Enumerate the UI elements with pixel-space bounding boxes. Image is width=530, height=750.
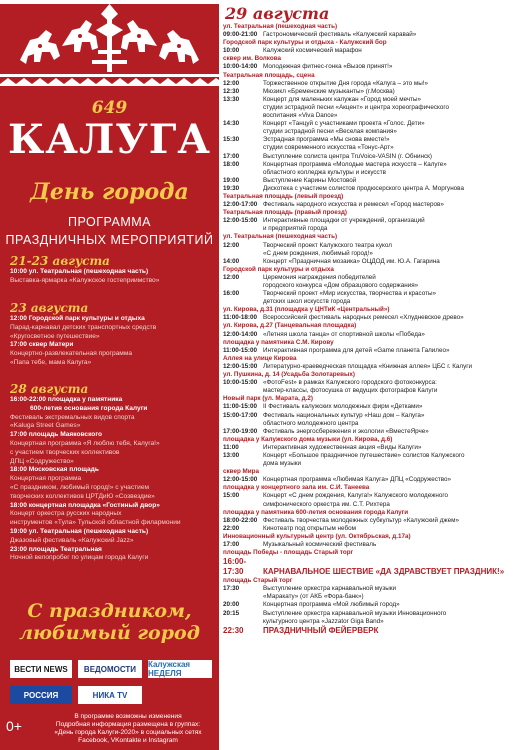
- schedule-row: [223, 626, 527, 636]
- left-block-21-23: [10, 254, 214, 286]
- event-time: 16:00-17:30: [223, 557, 247, 577]
- schedule-row: [223, 601, 527, 609]
- schedule-row: [223, 136, 527, 144]
- schedule-row: [223, 63, 527, 71]
- venue-heading: [223, 355, 527, 363]
- event-time: 17:00-19:00: [223, 427, 258, 435]
- event-line: Джазовый фестиваль «Калужский Jazz»: [10, 536, 134, 544]
- event-time: 14:00: [223, 257, 240, 265]
- event-time: 20:15: [223, 609, 240, 617]
- event-line: Концертная программа «Я люблю тебя, Калуга!»: [10, 439, 160, 447]
- event-line: «Кругосветное путешествие»: [10, 332, 100, 340]
- event-title: культурного центра «Jazzator Giga Band»: [263, 617, 384, 625]
- venue-heading: [223, 23, 527, 31]
- event-title: Выступление оркестра карнавальной музыки: [263, 585, 397, 593]
- schedule-list: [223, 23, 527, 636]
- city-title: КАЛУГА: [8, 116, 211, 163]
- event-title: дома музыки: [263, 460, 301, 468]
- vedomosti-logo: ВЕДОМОСТИ: [78, 660, 142, 678]
- event-title: Молодежная фитнес-гонка «Вызов принят!»: [263, 63, 393, 71]
- event-time: 12:30: [223, 87, 240, 95]
- event-title: Фестиваль творчества молодежных субкультур «Калужский джем»: [263, 516, 459, 524]
- schedule-row: [223, 541, 527, 549]
- event-line: «С праздником, любимый город!» с участием: [10, 483, 150, 491]
- schedule-row: [223, 120, 527, 128]
- venue-name: ул. Кирова, д.27 (Танцевальная площадка): [223, 322, 357, 330]
- event-line: 12:00 Городской парк культуры и отдыха: [10, 315, 145, 322]
- event-title: Дискотека с участием солистов продюсерского центра А. Моргунова: [263, 184, 464, 192]
- schedule-row: [223, 460, 527, 468]
- event-line: Концертно-развлекательная программа: [10, 350, 133, 358]
- event-title: детских школ искусств города: [263, 298, 351, 306]
- event-time: 11:00-15:00: [223, 346, 257, 354]
- event-title: Концерт «Танцуй с участниками проекта «Голос. Дети»: [263, 120, 425, 128]
- event-line: 17:00 сквер Матери: [10, 341, 74, 349]
- schedule-row: [223, 428, 527, 436]
- schedule-row: [223, 501, 527, 509]
- event-title: Торжественное открытие Дня города «Калуга – это мы!»: [263, 79, 429, 87]
- schedule-row: [223, 31, 527, 39]
- event-title: Концертная программа «Молодые мастера искусств – Калуге»: [263, 160, 447, 168]
- program-title-line2: ПРАЗДНИЧНЫХ МЕРОПРИЯТИЙ: [5, 233, 214, 247]
- schedule-row: [223, 557, 527, 577]
- schedule-row: [223, 282, 527, 290]
- event-time: 19:00: [223, 176, 240, 184]
- event-title: Творческий проект Калужского театра кукол: [263, 241, 392, 249]
- event-title: студии эстрадной песни «Веселая компания»: [263, 128, 397, 136]
- venue-name: сквер Мира: [223, 468, 260, 476]
- event-title: симфонического оркестра им. С.Т. Рихтера: [263, 500, 390, 508]
- venue-name: ул. Кирова, д.31 (площадка у ЦНТиК «Центральный»): [223, 306, 390, 314]
- event-time: 15:00-17:00: [223, 411, 258, 419]
- block-date: 23 августа: [10, 301, 89, 315]
- nedelya-logo: Калужская НЕДЕЛЯ: [148, 660, 212, 678]
- event-line: 18:00 концертная площадка «Гостиный двор»: [10, 501, 160, 509]
- venue-name: Городской парк культуры и отдыха - Калужский бор: [223, 39, 387, 47]
- event-time: 18:00: [223, 160, 240, 168]
- schedule-row: [223, 412, 527, 420]
- venue-heading: [223, 371, 527, 379]
- event-line: 18:00 Московская площадь: [10, 466, 99, 474]
- event-title: Концерт «Большое праздничное путешествие» солистов Калужского: [263, 451, 465, 459]
- event-title: Творческий проект «Мир искусства, творчества и красоты»: [263, 290, 436, 298]
- event-title: воспитания «Viva Dance»: [263, 112, 338, 120]
- folk-ornament-illustration: [0, 0, 219, 100]
- event-title: студии эстрадной песни «Акцент» и центра хореографического: [263, 103, 450, 111]
- schedule-row: [223, 169, 527, 177]
- vesti-logo: ВЕСТИ NEWS: [10, 660, 72, 678]
- event-title: Фестиваль национальных культур «Наш дом – Калуга»: [263, 411, 425, 419]
- schedule-row: [223, 444, 527, 452]
- event-line: Фестиваль экстремальных видов спорта: [10, 413, 135, 421]
- event-time: 12:00-15:00: [223, 476, 258, 484]
- event-line: Концерт оркестра русских народных: [10, 510, 122, 518]
- venue-heading: [223, 436, 527, 444]
- schedule-row: [223, 80, 527, 88]
- venue-heading: [223, 193, 527, 201]
- event-title: городского конкурса «Дом образцового содержания»: [263, 282, 419, 289]
- event-time: 12:00-17:00: [223, 201, 258, 209]
- schedule-row: [223, 476, 527, 484]
- schedule-row: [223, 144, 527, 152]
- schedule-row: [223, 452, 527, 460]
- event-title: Церемония награждения победителей: [263, 273, 376, 281]
- event-title: Всероссийский фестиваль народных ремесел «Хлудневское древо»: [263, 314, 464, 322]
- event-line: 10:00 ул. Театральная (пешеходная часть): [10, 268, 149, 275]
- event-time: 14:30: [223, 120, 240, 128]
- event-line: Ночной велопробег по улицам города Калуги: [10, 554, 149, 562]
- event-title: Концерт для маленьких калужан «Город моей мечты»: [263, 95, 422, 103]
- event-line: 16:00-22:00 площадка у памятника: [10, 396, 123, 403]
- venue-heading: [223, 484, 527, 492]
- venue-heading: [223, 395, 527, 403]
- venue-name: ул. Театральная (пешеходная часть): [223, 233, 338, 241]
- schedule-row: [223, 403, 527, 411]
- event-title: Выступление солиста центра TruVoice-VASIN (г. Обнинск): [263, 152, 432, 160]
- event-time: 09:00-21:00: [223, 31, 258, 39]
- event-time: 17:00: [223, 152, 240, 160]
- venue-name: Городской парк культуры и отдыха: [223, 265, 334, 273]
- greeting-line2: любимый город: [19, 622, 200, 644]
- event-line: 17:00 площадь Маяковского: [10, 431, 103, 439]
- event-title: Интерактивные площадки от учреждений, организаций: [263, 217, 425, 225]
- left-block-28: [10, 382, 214, 563]
- venue-heading: [223, 72, 527, 80]
- schedule-row: [223, 47, 527, 55]
- event-title: Калужский космический марафон: [263, 47, 362, 55]
- schedule-date: 29 августа: [225, 4, 330, 23]
- schedule-row: [223, 492, 527, 500]
- event-title: Концерт «С днем рождения, Калуга!» Калужского молодежного: [263, 492, 449, 500]
- venue-name: Театральная площадь (левый проезд): [223, 192, 344, 200]
- event-title: Концертная программа «Любимая Калуга» ДПЦ «Содружество»: [263, 476, 452, 484]
- left-panel: [0, 0, 219, 750]
- event-line: 19:00 ул. Театральная (пешеходная часть): [10, 527, 149, 535]
- event-line: Выставка-ярмарка «Калужское гостеприимство»: [10, 276, 160, 284]
- event-title: Выступление Карины Мостовой: [263, 176, 357, 184]
- anniversary-number: 649: [91, 98, 128, 118]
- schedule-row: [223, 185, 527, 193]
- event-line: «Папа тебе, мама Калуга»: [10, 358, 92, 366]
- venue-name: Театральная площадь (правый проезд): [223, 209, 347, 217]
- venue-name: площадка у концертного зала им. С.И. Танеева: [223, 484, 370, 492]
- event-line: 23:00 площадь Театральная: [10, 545, 102, 553]
- event-time: 16:00: [223, 290, 240, 298]
- event-title: Литературно-краеведческая площадка «Книжная аллея» ЦБС г. Калуги: [263, 362, 473, 370]
- event-title: Гастрономический фестиваль «Калужский каравай»: [263, 31, 417, 39]
- event-time: 10:00: [223, 47, 240, 55]
- event-title: областного молодежного центра: [263, 419, 359, 427]
- rossiya-logo: РОССИЯ: [10, 686, 72, 704]
- event-time: 19:30: [223, 184, 240, 192]
- schedule-row: [223, 242, 527, 250]
- event-time: 11:00-15:00: [223, 403, 257, 411]
- venue-heading: [223, 322, 527, 330]
- event-title: Эстрадная программа «Мы снова вместе!»: [263, 136, 390, 144]
- event-title: областного колледжа культуры и искусств: [263, 168, 386, 176]
- event-title: Выступление оркестра карнавальной музыки Инновационного: [263, 609, 447, 617]
- venue-heading: [223, 549, 527, 557]
- venue-name: площадь Победы - площадь Старый торг: [223, 549, 354, 557]
- event-time: 12:00: [223, 79, 240, 87]
- event-title: Музыкальный космический фестиваль: [263, 541, 377, 548]
- event-title: мастер-классы, фотосушка от ведущих фотографов Калуги: [263, 387, 438, 395]
- footnote: [40, 713, 216, 745]
- venue-heading: [223, 509, 527, 517]
- event-time: 12:00: [223, 273, 240, 281]
- event-title: Интерактивная программа для детей «Game планета Галилео»: [263, 346, 450, 354]
- schedule-row: [223, 314, 527, 322]
- event-title: «С днем рождения, любимый город!»: [263, 249, 373, 257]
- event-time: 17:30: [223, 585, 240, 593]
- event-time: 12:00-15:00: [223, 217, 258, 225]
- schedule-row: [223, 104, 527, 112]
- event-title: «ФотоFest» в рамках Калужского городского фотоконкурса:: [263, 379, 437, 387]
- block-date: 21-23 августа: [10, 254, 110, 268]
- schedule-row: [223, 201, 527, 209]
- event-time: 13:30: [223, 95, 240, 103]
- event-time: 11:00-18:00: [223, 314, 257, 322]
- schedule-row: [223, 331, 527, 339]
- event-time: 18:00-22:00: [223, 516, 258, 524]
- right-panel: [219, 0, 530, 750]
- event-title: ПРАЗДНИЧНЫЙ ФЕЙЕРВЕРК: [263, 625, 379, 635]
- event-line: с участием творческих коллективов: [10, 448, 120, 456]
- footnote-line: Подробная информация размещена в группах:: [55, 721, 201, 728]
- event-title: Фестиваль народного искусства и ремесел «Город мастеров»: [263, 201, 444, 209]
- event-title: студии современного искусства «Тонус-Арт»: [263, 144, 394, 152]
- venue-heading: [223, 533, 527, 541]
- event-time: 10:00-15:00: [223, 379, 258, 387]
- schedule-row: [223, 88, 527, 96]
- day-title: День города: [30, 179, 189, 205]
- schedule-row: [223, 258, 527, 266]
- schedule-row: [223, 290, 527, 298]
- venue-name: Новый парк (ул. Марата, д.2): [223, 395, 313, 403]
- venue-name: площадка у памятника 600-летия основания города Калуги: [223, 508, 409, 516]
- schedule-row: [223, 161, 527, 169]
- footnote-line: Facebook, VKontakte и Instagram: [78, 737, 178, 744]
- footnote-line: «День города Калуги-2020» в социальных сетях: [54, 729, 202, 736]
- schedule-row: [223, 153, 527, 161]
- event-time: 15:00: [223, 492, 240, 500]
- venue-name: Инновационный культурный центр (ул. Октябрьская, д.17а): [223, 532, 411, 540]
- event-title: и предприятий города: [263, 225, 328, 233]
- venue-heading: [223, 266, 527, 274]
- event-line: «Kaluga Street Games»: [10, 422, 81, 430]
- schedule-row: [223, 517, 527, 525]
- event-time: 13:00: [223, 451, 240, 459]
- schedule-row: [223, 225, 527, 233]
- left-block-23: [10, 301, 214, 368]
- age-rating: 0+: [6, 718, 22, 734]
- venue-heading: [223, 55, 527, 63]
- schedule-row: [223, 363, 527, 371]
- event-title: Концерт «Праздничная мозаика» ОЦДОД им. Ю.А. Гагарина: [263, 257, 440, 265]
- event-time: 17:00: [223, 541, 240, 548]
- event-title: Кинотеатр под открытым небом: [263, 524, 356, 532]
- greeting: [0, 600, 219, 644]
- event-line: ДПЦ «Содружество»: [10, 457, 74, 465]
- event-title: «Маракату» (от АКБ «Фора-банк»): [263, 593, 364, 601]
- venue-name: площадь Старый торг: [223, 577, 293, 585]
- schedule-row: [223, 420, 527, 428]
- event-time: 12:00-15:00: [223, 362, 258, 370]
- schedule-row: [223, 379, 527, 387]
- venue-name: ул. Пушкина, д. 14 (Усадьба Золотаревых): [223, 371, 356, 379]
- schedule-row: [223, 610, 527, 618]
- venue-name: сквер им. Волкова: [223, 55, 282, 63]
- venue-name: площадка у памятника С.М. Кирову: [223, 338, 334, 346]
- venue-name: ул. Театральная (пешеходная часть): [223, 23, 338, 30]
- event-title: КАРНАВАЛЬНОЕ ШЕСТВИЕ «ДА ЗДРАВСТВУЕТ ПРАЗДНИК!»: [263, 567, 505, 577]
- venue-heading: [223, 233, 527, 241]
- venue-name: Театральная площадь, сцена: [223, 71, 315, 79]
- event-title: Интерактивная художественная акция «Виды Калуги»: [263, 443, 422, 451]
- schedule-row: [223, 525, 527, 533]
- event-time: 12:00: [223, 241, 240, 249]
- venue-name: Аллея на улице Кирова: [223, 354, 297, 362]
- schedule-row: [223, 618, 527, 626]
- event-title: Концертная программа «Мой любимый город»: [263, 601, 400, 609]
- footnote-line: В программе возможны изменения: [74, 713, 182, 720]
- schedule-row: [223, 112, 527, 120]
- schedule-row: [223, 96, 527, 104]
- venue-name: площадка у Калужского дома музыки (ул. Кирова, д.6): [223, 435, 393, 443]
- event-time: 15:30: [223, 136, 240, 144]
- event-time: 22:00: [223, 524, 240, 532]
- schedule-row: [223, 128, 527, 136]
- program-title-line1: ПРОГРАММА: [67, 215, 152, 229]
- event-line: инструментов «Тула» Тульской областной филармонии: [10, 519, 181, 527]
- event-title: Фестиваль энергосбережения и экологии «ВместеЯрче»: [263, 427, 429, 435]
- schedule-row: [223, 347, 527, 355]
- event-time: 11:00: [223, 443, 239, 451]
- program-title: [0, 213, 219, 249]
- event-line: творческих коллективов ЦРТДиЮ «Созвездие»: [10, 492, 155, 500]
- event-time: 12:00-14:00: [223, 330, 258, 338]
- event-time: 22:30: [223, 625, 244, 635]
- event-line: Концертная программа: [10, 475, 82, 483]
- event-line: 600-летия основания города Калуги: [30, 404, 148, 412]
- event-title: Мюзикл «Бременские музыканты» (г.Москва): [263, 87, 395, 95]
- event-title: II Фестиваль калужских молодежных фирм «Детками»: [263, 403, 423, 411]
- event-title: «Летняя школа танца» от спортивной школы «Победа»: [263, 330, 425, 338]
- schedule-row: [223, 274, 527, 282]
- event-time: 20:00: [223, 601, 240, 609]
- greeting-line1: С праздником,: [27, 600, 192, 622]
- event-line: Парад-карнавал детских транспортных средств: [10, 323, 157, 331]
- venue-heading: [223, 339, 527, 347]
- schedule-row: [223, 177, 527, 185]
- nika-tv-logo: НИКА TV: [78, 686, 142, 704]
- block-date: 28 августа: [10, 382, 89, 396]
- schedule-row: [223, 250, 527, 258]
- event-time: 10:00-14:00: [223, 63, 258, 71]
